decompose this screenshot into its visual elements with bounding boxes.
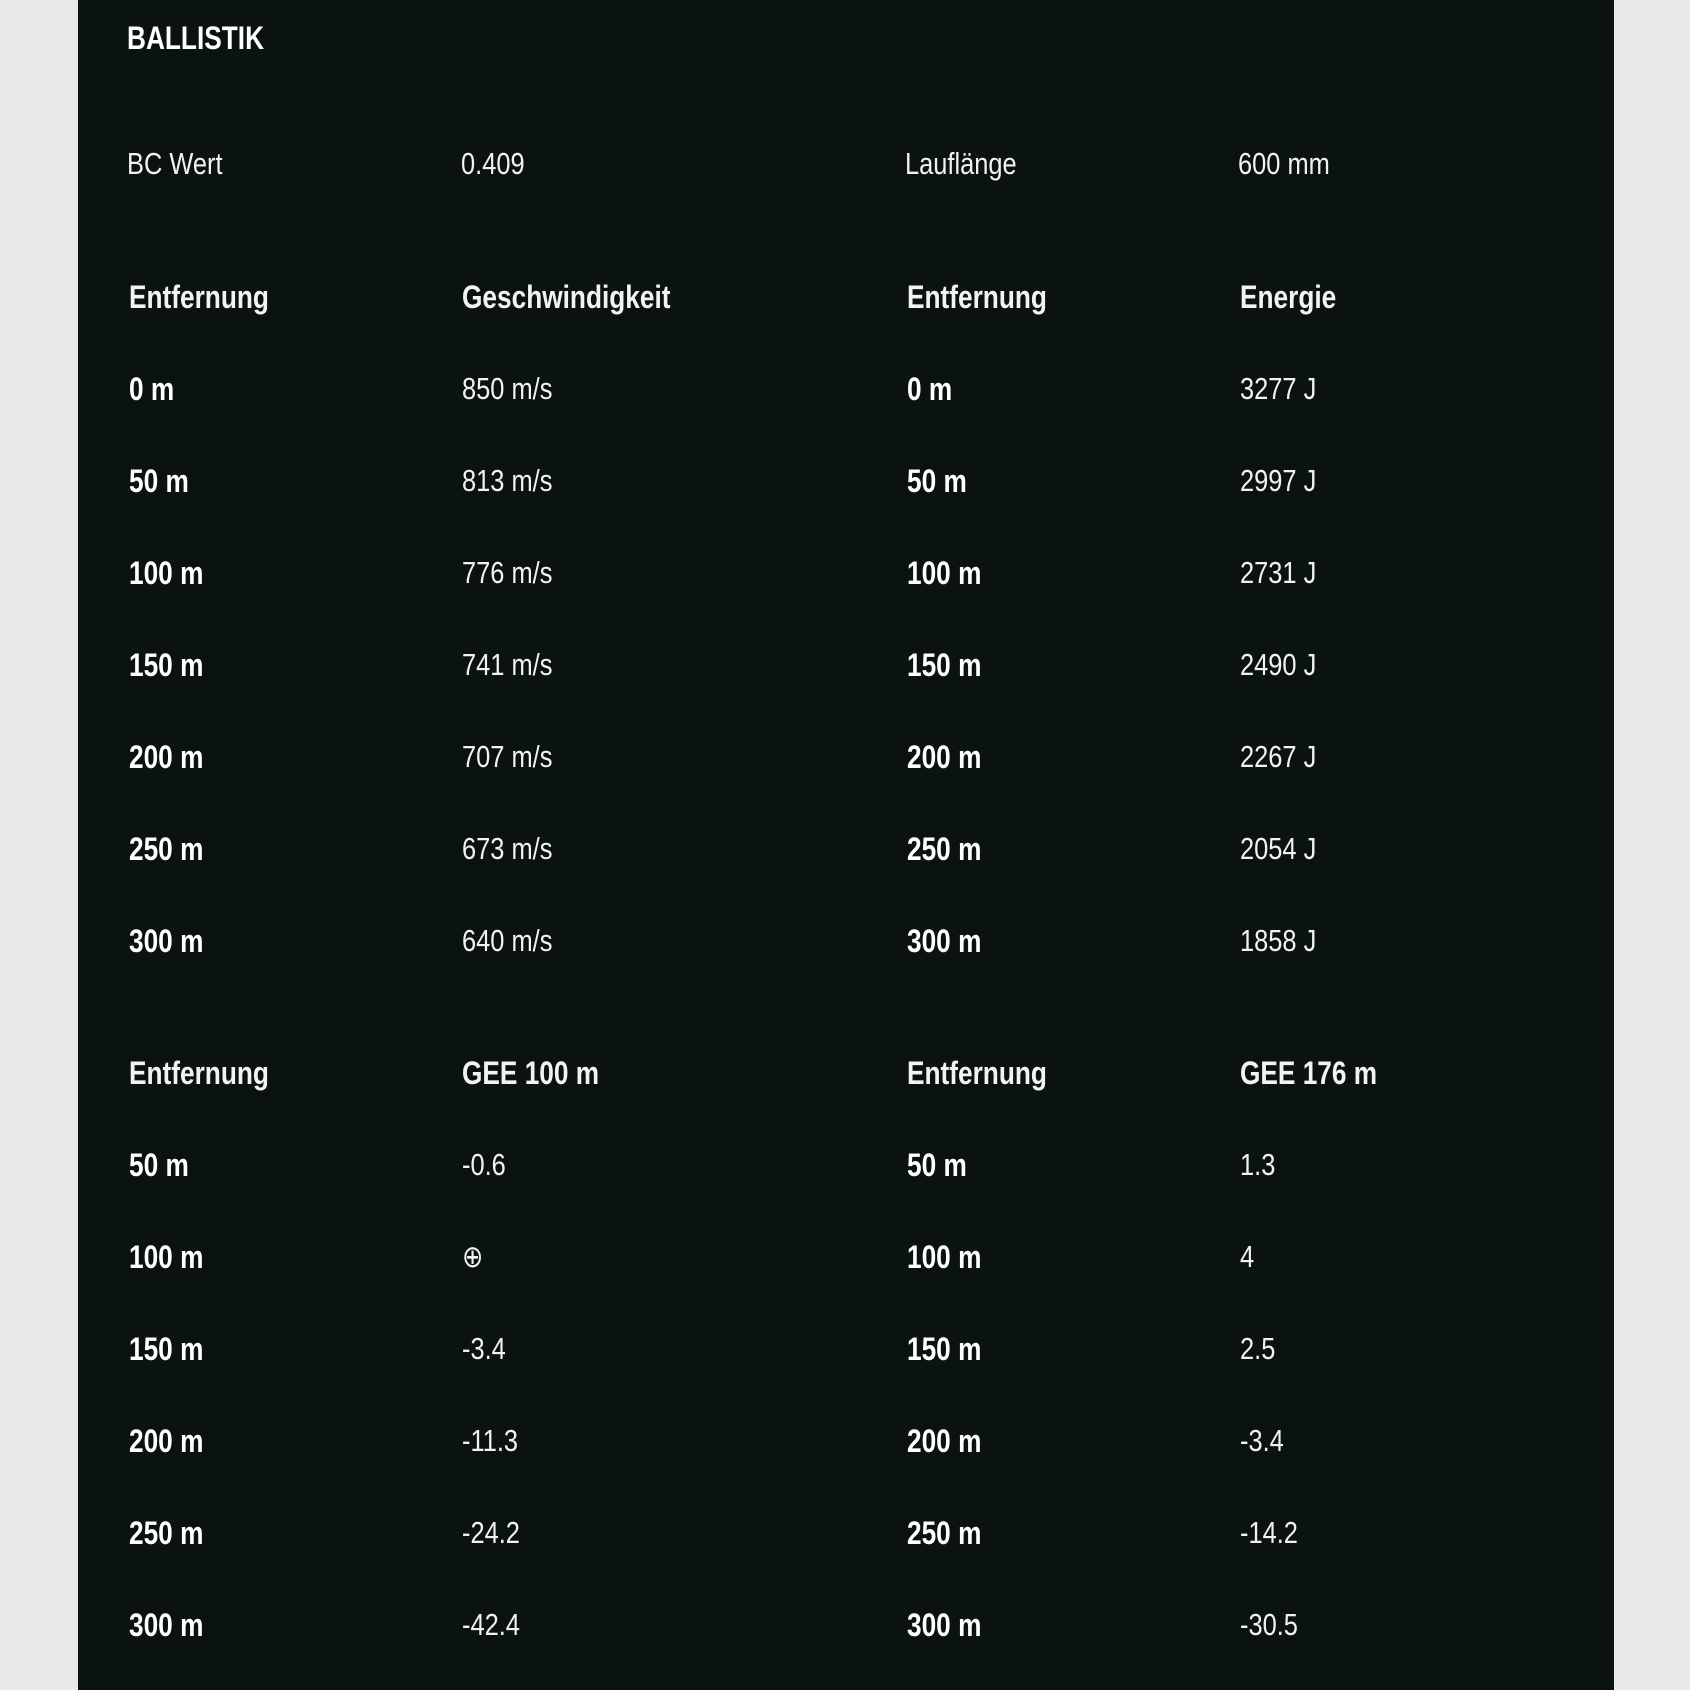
- right-distance-cell: 100 m: [907, 555, 982, 591]
- right-value-cell: 2267 J: [1240, 739, 1317, 774]
- right-value-cell: 2997 J: [1240, 463, 1317, 498]
- left-value-cell: 776 m/s: [462, 555, 553, 590]
- left-value-cell: 850 m/s: [462, 371, 553, 406]
- left-value-cell: -0.6: [462, 1147, 506, 1182]
- left-distance-cell: 0 m: [129, 371, 175, 407]
- left-distance-cell: 200 m: [129, 739, 204, 775]
- left-value-cell: -3.4: [462, 1331, 506, 1366]
- energy-table-distance-header: Entfernung: [907, 279, 1047, 315]
- left-distance-cell: 200 m: [129, 1423, 204, 1459]
- left-distance-cell: 50 m: [129, 1147, 189, 1183]
- left-value-cell: 813 m/s: [462, 463, 553, 498]
- right-distance-cell: 250 m: [907, 1515, 982, 1551]
- right-distance-cell: 200 m: [907, 1423, 982, 1459]
- right-distance-cell: 200 m: [907, 739, 982, 775]
- drop-table-distance-header-right: Entfernung: [907, 1055, 1047, 1091]
- left-distance-cell: 150 m: [129, 1331, 204, 1367]
- right-value-cell: 1858 J: [1240, 923, 1317, 958]
- drop-table-gee100-header: GEE 100 m: [462, 1055, 600, 1091]
- left-value-cell: 640 m/s: [462, 923, 553, 958]
- left-value-cell: -24.2: [462, 1515, 520, 1550]
- right-distance-cell: 300 m: [907, 923, 982, 959]
- velocity-table-distance-header: Entfernung: [129, 279, 269, 315]
- left-value-cell: 673 m/s: [462, 831, 553, 866]
- left-value-cell: 707 m/s: [462, 739, 553, 774]
- right-distance-cell: 300 m: [907, 1607, 982, 1643]
- drop-table-gee176-header: GEE 176 m: [1240, 1055, 1378, 1091]
- left-distance-cell: 50 m: [129, 463, 189, 499]
- right-value-cell: 4: [1240, 1239, 1255, 1274]
- right-value-cell: 2.5: [1240, 1331, 1276, 1366]
- section-title: BALLISTIK: [127, 20, 265, 56]
- right-distance-cell: 0 m: [907, 371, 953, 407]
- bc-value: 0.409: [461, 146, 525, 181]
- right-value-cell: 2054 J: [1240, 831, 1317, 866]
- left-distance-cell: 250 m: [129, 831, 204, 867]
- right-distance-cell: 50 m: [907, 1147, 967, 1183]
- left-distance-cell: 150 m: [129, 647, 204, 683]
- left-value-cell: 741 m/s: [462, 647, 553, 682]
- ballistics-panel: [78, 0, 1614, 1690]
- right-value-cell: -3.4: [1240, 1423, 1284, 1458]
- barrel-length-value: 600 mm: [1238, 146, 1330, 181]
- right-value-cell: 1.3: [1240, 1147, 1276, 1182]
- right-value-cell: -30.5: [1240, 1607, 1298, 1642]
- bc-label: BC Wert: [127, 146, 223, 181]
- drop-table-distance-header: Entfernung: [129, 1055, 269, 1091]
- right-distance-cell: 50 m: [907, 463, 967, 499]
- left-distance-cell: 250 m: [129, 1515, 204, 1551]
- left-distance-cell: 300 m: [129, 923, 204, 959]
- left-distance-cell: 100 m: [129, 1239, 204, 1275]
- left-distance-cell: 100 m: [129, 555, 204, 591]
- right-value-cell: 2731 J: [1240, 555, 1317, 590]
- barrel-length-label: Lauflänge: [905, 146, 1017, 181]
- right-value-cell: 3277 J: [1240, 371, 1317, 406]
- velocity-table-velocity-header: Geschwindigkeit: [462, 279, 671, 315]
- left-distance-cell: 300 m: [129, 1607, 204, 1643]
- energy-table-energy-header: Energie: [1240, 279, 1337, 315]
- left-value-cell: ⊕: [462, 1239, 484, 1274]
- left-value-cell: -11.3: [462, 1423, 519, 1458]
- right-distance-cell: 250 m: [907, 831, 982, 867]
- right-distance-cell: 150 m: [907, 1331, 982, 1367]
- right-distance-cell: 150 m: [907, 647, 982, 683]
- right-value-cell: -14.2: [1240, 1515, 1298, 1550]
- right-distance-cell: 100 m: [907, 1239, 982, 1275]
- right-value-cell: 2490 J: [1240, 647, 1317, 682]
- left-value-cell: -42.4: [462, 1607, 520, 1642]
